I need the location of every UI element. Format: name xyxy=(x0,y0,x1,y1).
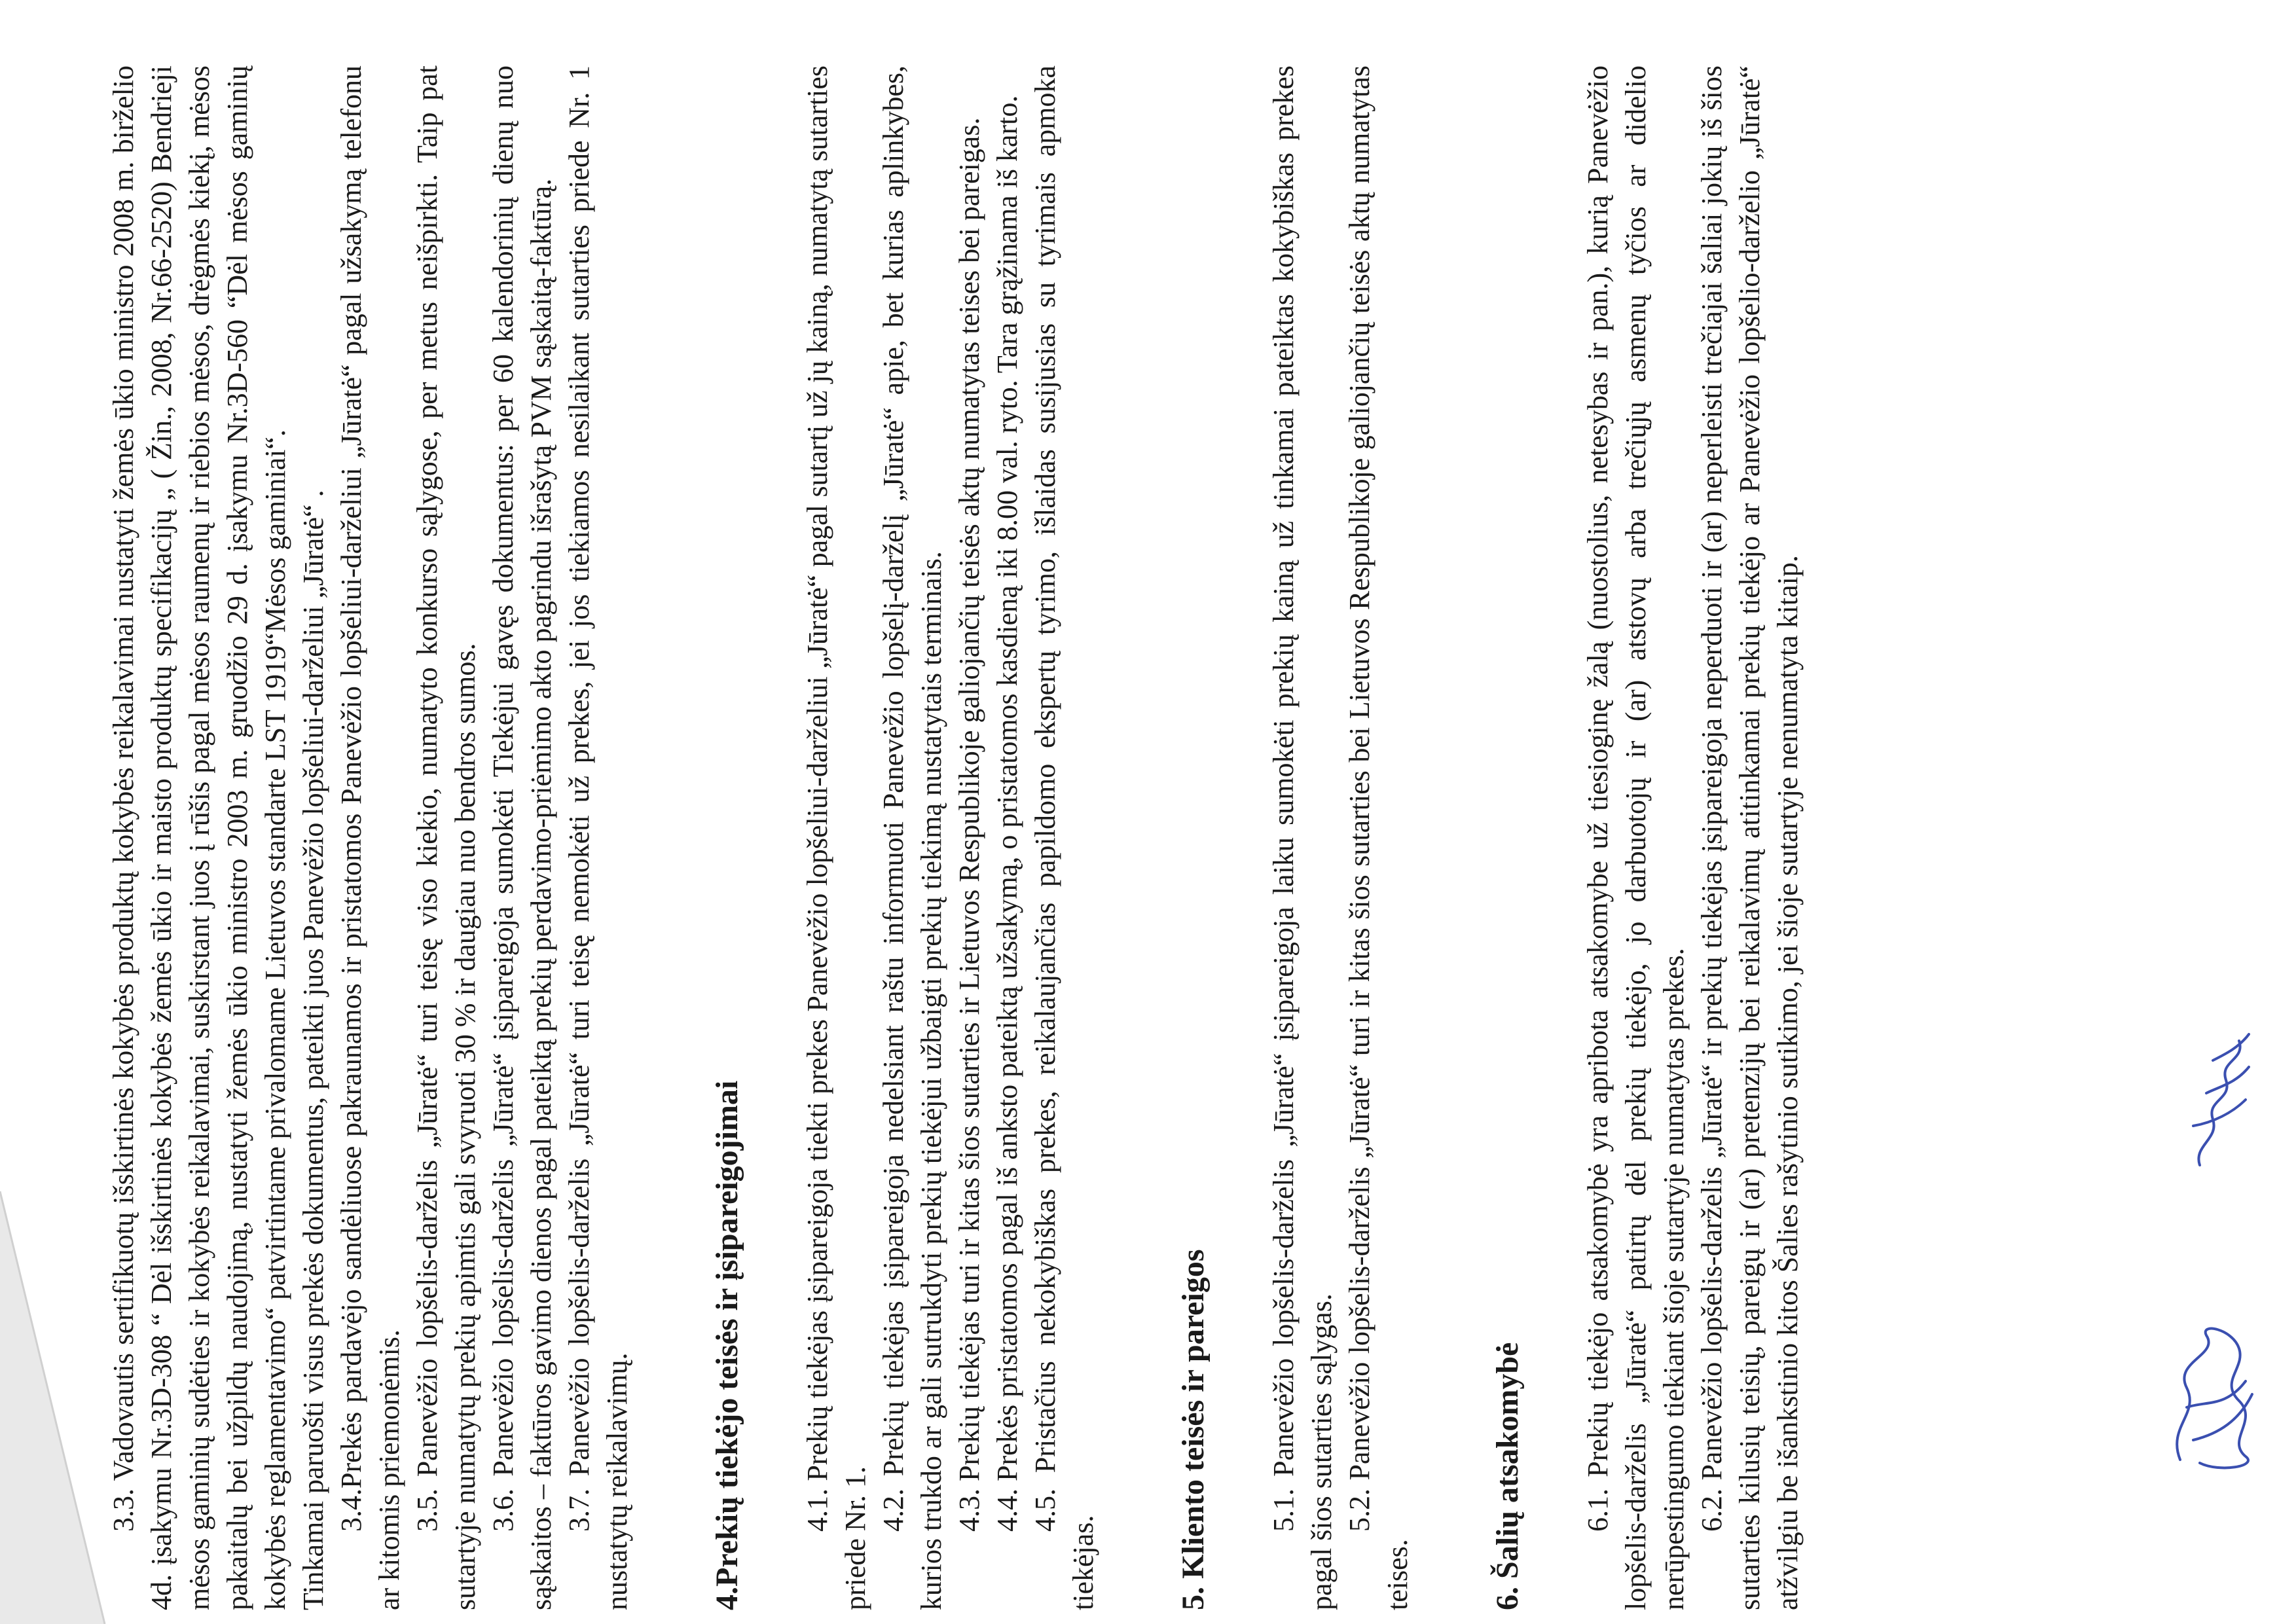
rotated-document-page xyxy=(105,65,2200,1610)
clause-5-2: 5.2. Panevėžio lopšelis-darželis „Jūratė“ turi ir kitas šios sutarties bei Lietuvos Respublikoje galiojančių teisės aktų numatytas teises. xyxy=(1343,65,1413,1610)
clause-4-3: 4.3. Prekių tiekėjas turi ir kitas šios sutarties ir Lietuvos Respublikoje galiojančių teisės aktų numatytas teises bei pareigas. xyxy=(953,117,985,1532)
clause-3-5: 3.5. Panevėžio lopšelis-darželis „Jūratė“ turi teisę viso kiekio, numatyto konkurso sąlygose, per metus neišpirkti. Taip pat sutartyje numatytų prekių apimtis gali svyruoti 30 % ir daugiau nuo bendros sumos. xyxy=(411,65,481,1610)
clause-4-5: 4.5. Pristačius nekokybiškas prekes, reikalaujančias papildomo ekspertų tyrimo, išlaidas susijusias su tyrimais apmoka tiekėjas. xyxy=(1029,65,1099,1610)
clause-4-4: 4.4. Prekės pristatomos pagal iš anksto pateiktą užsakymą, o pristatomos kasdieną iki 8.00 val. ryto. Tara grąžinama iš karto. xyxy=(991,95,1023,1532)
clause-3-7: 3.7. Panevėžio lopšelis-darželis „Jūratė“ turi teisę nemokėti už prekes, jei jos tiekiamos nesilaikant sutarties priede Nr. 1 nustatytų reikalavimų. xyxy=(563,65,633,1610)
clause-3-4: 3.4.Prekės pardavėjo sandėliuose pakraunamos ir pristatomos Panevėžio lopšeliui-darželiui „Jūratė“ pagal užsakymą telefonu ar kitomis priemonėmis. xyxy=(335,65,405,1610)
clause-5-1: 5.1. Panevėžio lopšelis-darželis „Jūratė“ įsipareigoja laiku sumokėti prekių kainą už tinkamai pateiktas kokybiškas prekes pagal šios sutarties sąlygas. xyxy=(1267,65,1338,1610)
clause-6-2: 6.2. Panevėžio lopšelis-darželis „Jūratė“ ir prekių tiekėjas įsipareigoja neperduoti ir (ar) neperleisti trečiajai šaliai jokių iš šios sutarties kilusių teisių, pareigų ir (ar) pretenzijų bei reikalavimų atitinkamai prekių tiekėjo ar Panevėžio lopšelio-darželio „Jūratė“ atžvilgiu be išankstinio kitos Šalies rašytinio sutikimo, jei šioje sutartyje nenumatyta kitaip. xyxy=(1696,65,1804,1610)
clause-4-1: 4.1. Prekių tiekėjas įsipareigoja tiekti prekes Panevėžio lopšeliui-darželiui „Jūratė“ pagal sutartį už jų kainą, numatytą sutarties priede Nr. 1. xyxy=(801,65,871,1610)
clause-3-6: 3.6. Panevėžio lopšelis-darželis „Jūratė“ įsipareigoja sumokėti Tiekėjui gavęs dokumentus: per 60 kalendorinių dienų nuo sąskaitos – faktūros gavimo dienos pagal pateiktą prekių perdavimo-priėmimo akto pagrindu išrašytą PVM sąskaitą-faktūrą. xyxy=(487,65,557,1610)
signature-left-icon xyxy=(2160,1309,2278,1479)
section-4-heading: 4.Prekių tiekėjo teisės ir įsipareigojimai xyxy=(710,1080,744,1610)
section-6-heading: 6. Šalių atsakomybė xyxy=(1490,1342,1525,1610)
clause-4-2: 4.2. Prekių tiekėjas įsipareigoja nedelsiant raštu informuoti Panevėžio lopšelį-darželį „Jūratė“ apie, bet kurias aplinkybes, kurios trukdo ar gali sutrukdyti prekių tiekėjui užbaigti prekių tiekimą nustatytais terminais. xyxy=(877,65,947,1610)
section-5-heading: 5. Kliento teisės ir pareigos xyxy=(1176,1249,1211,1610)
signature-right-icon xyxy=(2174,1021,2265,1178)
clause-6-1: 6.1. Prekių tiekėjo atsakomybė yra apribota atsakomybe už tiesioginę žalą (nuostolius, netesybas ir pan.), kurią Panevėžio lopšelis-darželis „Jūratė“ patirtų dėl prekių tiekėjo, jo darbuotojų ir (ar) atstovų arba trečiųjų asmenų tyčios ar didelio nerūpestingumo tiekiant šioje sutartyje numatytas prekes. xyxy=(1582,65,1690,1610)
clause-3-3: 3.3. Vadovautis sertifikuotų išskirtinės kokybės produktų kokybės reikalavimai nustatyti žemės ūkio ministro 2008 m. birželio 4d. įsakymu Nr.3D-308 “ Dėl išskirtinės kokybės žemės ūkio ir maisto produktų specifikacijų „ ( Žin., 2008, Nr.66-2520) Bendrieji mėsos gaminių sudėties ir kokybės reikalavimai, suskirstant juos į rūšis pagal mėsos raumenų ir riebios mėsos, drėgmės kiekį, mėsos pakaitalų bei užpildų naudojimą, nustatyti žemės ūkio ministro 2003 m. gruodžio 29 d. įsakymu Nr.3D-560 “Dėl mėsos gaminių kokybės reglamentavimo“ patvirtintame privalomame Lietuvos standarte LST 1919“Mėsos gaminiai“. xyxy=(107,65,291,1610)
clause-3-3-docs: Tinkamai paruošti visus prekės dokumentus, pateikti juos Panevėžio lopšeliui-darželiui „Jūratė“ . xyxy=(297,490,329,1610)
